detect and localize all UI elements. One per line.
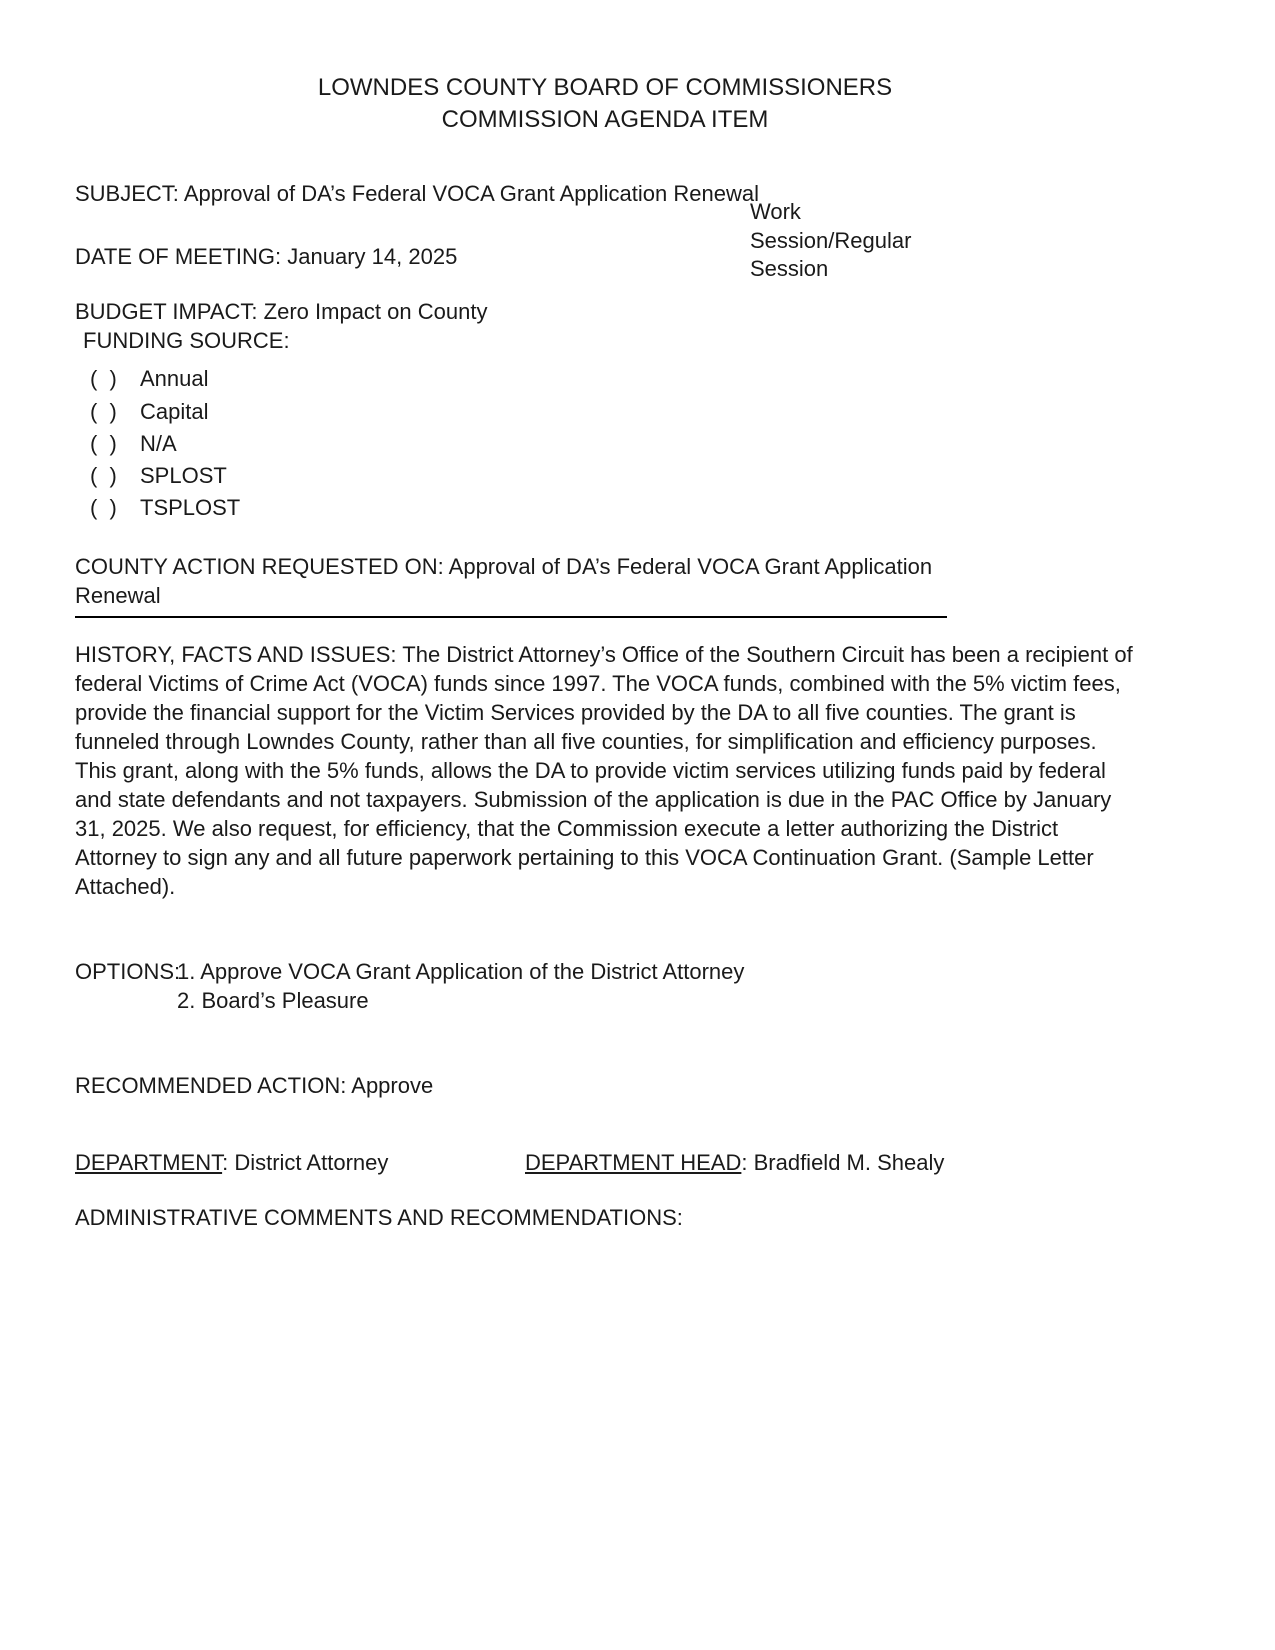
document-title-line1: LOWNDES COUNTY BOARD OF COMMISSIONERS bbox=[317, 74, 893, 101]
document-title bbox=[75, 72, 1135, 135]
checkbox-empty: ( ) bbox=[90, 494, 117, 520]
funding-option-label: Annual bbox=[140, 366, 209, 392]
document-title-line2: COMMISSION AGENDA ITEM bbox=[441, 105, 769, 133]
session-type: Work Session/Regular Session bbox=[750, 199, 912, 282]
checkbox-empty: ( ) bbox=[90, 462, 117, 488]
history-label: HISTORY, FACTS AND ISSUES: bbox=[75, 642, 397, 668]
budget-impact-label: BUDGET IMPACT: bbox=[75, 299, 258, 325]
funding-option-label: Capital bbox=[140, 398, 209, 424]
department-cell bbox=[75, 1148, 525, 1177]
funding-option-na bbox=[75, 428, 1135, 460]
budget-impact-line bbox=[75, 297, 1135, 326]
funding-source-options bbox=[75, 363, 1135, 524]
budget-impact-value: Zero Impact on County bbox=[263, 299, 488, 325]
funding-option-label: N/A bbox=[140, 430, 177, 456]
checkbox-empty: ( ) bbox=[90, 430, 117, 456]
subject-label: SUBJECT: bbox=[75, 181, 179, 207]
subject-line bbox=[75, 179, 1135, 208]
funding-option-label: SPLOST bbox=[140, 462, 227, 488]
date-of-meeting-value: January 14, 2025 bbox=[287, 244, 458, 270]
department-head-label: DEPARTMENT HEAD bbox=[525, 1150, 742, 1176]
funding-option-tsplost bbox=[75, 492, 1135, 524]
date-of-meeting-line bbox=[75, 242, 1135, 271]
admin-comments-label: ADMINISTRATIVE COMMENTS AND RECOMMENDATIONS: bbox=[75, 1205, 683, 1231]
funding-source-label: FUNDING SOURCE: bbox=[83, 328, 290, 354]
funding-option-splost bbox=[75, 460, 1135, 492]
county-action-label: COUNTY ACTION REQUESTED ON: bbox=[75, 554, 444, 580]
department-value: : District Attorney bbox=[222, 1150, 389, 1176]
recommended-action-line bbox=[75, 1071, 1135, 1100]
option-item-2: 2. Board’s Pleasure bbox=[177, 988, 369, 1014]
department-label: DEPARTMENT bbox=[75, 1150, 223, 1176]
history-text: The District Attorney’s Office of the Southern Circuit has been a recipient of federal Victims of Crime Act (VOCA) funds since 1997. The VOCA funds, combined with the 5% victim fees, provide the financial support for the Victim Services provided by the DA to all five counties. The grant is funneled through Lowndes County, rather than all five counties, for simplification and efficiency purposes. This grant, along with the 5% funds, allows the DA to provide victim services utilizing funds paid by federal and state defendants and not taxpayers. Submission of the application is due in the PAC Office by January 31, 2025. We also request, for efficiency, that the Commission execute a letter authorizing the District Attorney to sign any and all future paperwork pertaining to this VOCA Continuation Grant. (Sample Letter Attached). bbox=[75, 642, 1133, 900]
department-head-value: : Bradfield M. Shealy bbox=[741, 1150, 945, 1176]
funding-option-label: TSPLOST bbox=[140, 494, 241, 520]
subject-value: Approval of DA’s Federal VOCA Grant Application Renewal bbox=[183, 181, 759, 207]
department-head-cell bbox=[525, 1148, 944, 1177]
checkbox-empty: ( ) bbox=[90, 366, 117, 392]
recommended-action-label: RECOMMENDED ACTION: bbox=[75, 1073, 347, 1099]
recommended-action-value: Approve bbox=[351, 1073, 434, 1099]
county-action-block bbox=[75, 552, 947, 618]
history-facts-issues-block bbox=[75, 640, 1135, 901]
funding-option-capital bbox=[75, 396, 1135, 428]
department-row bbox=[75, 1148, 1135, 1177]
budget-impact-block bbox=[75, 297, 1135, 355]
options-label: OPTIONS: bbox=[75, 959, 181, 985]
options-items bbox=[177, 957, 744, 1015]
funding-option-annual bbox=[75, 363, 1135, 395]
checkbox-empty: ( ) bbox=[90, 398, 117, 424]
option-item-1: 1. Approve VOCA Grant Application of the District Attorney bbox=[177, 959, 745, 985]
county-action-value: Approval of DA’s Federal VOCA Grant Application Renewal bbox=[75, 554, 933, 609]
date-of-meeting-label: DATE OF MEETING: bbox=[75, 244, 282, 270]
options-block bbox=[75, 957, 1135, 1015]
